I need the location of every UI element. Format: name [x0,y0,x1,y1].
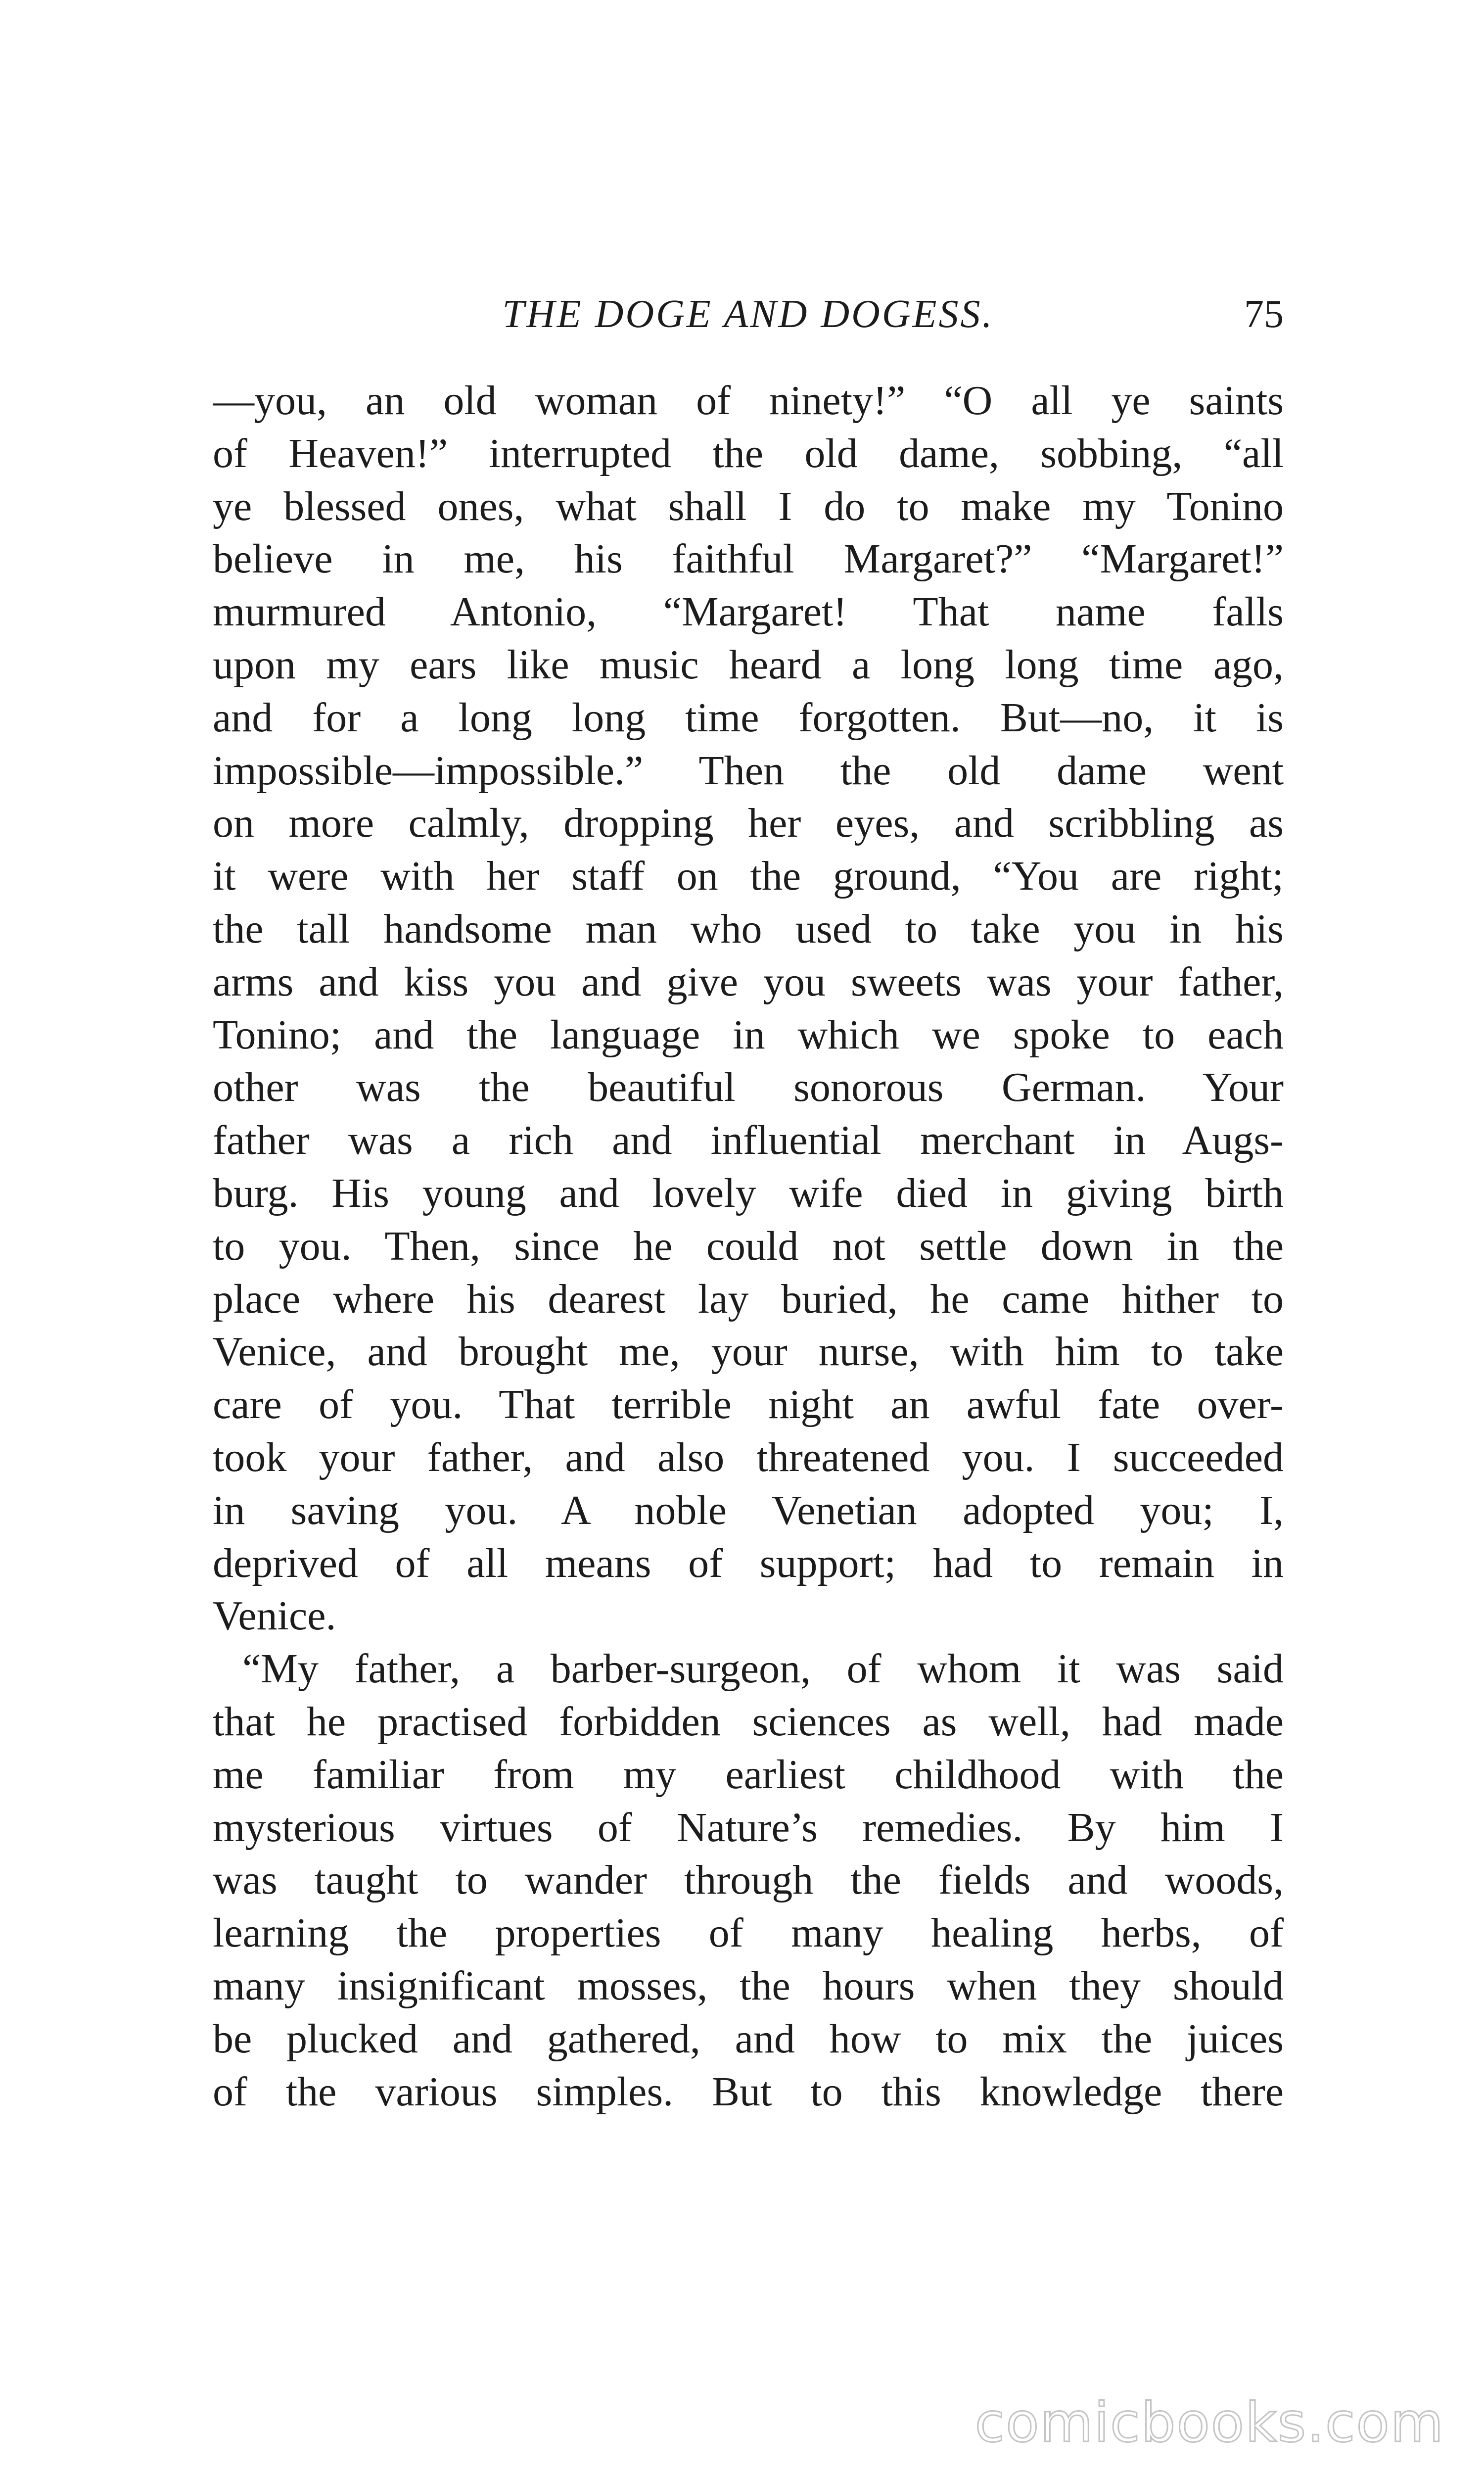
text-line: be plucked and gathered, and how to mix the juices [213,2015,1284,2062]
text-line: took your father, and also threatened you. I succeeded [213,1434,1284,1480]
body-text [213,375,1284,2118]
text-line: Venice, and brought me, your nurse, with him to take [213,1329,1284,1375]
text-line: was taught to wander through the fields and woods, [213,1857,1284,1903]
text-line: the tall handsome man who used to take you in his [213,905,1284,952]
text-line: and for a long long time forgotten. But—no, it is [213,694,1284,741]
site-watermark: comicbooks.com [974,2391,1444,2454]
text-line: deprived of all means of support; had to remain in [213,1540,1284,1586]
text-line: on more calmly, dropping her eyes, and scribbling as [213,800,1284,847]
text-line: impossible—impossible.” Then the old dame went [213,747,1284,794]
text-line: murmured Antonio, “Margaret! That name falls [213,589,1284,635]
text-line: learning the properties of many healing herbs, of [213,1910,1284,1956]
text-line: place where his dearest lay buried, he came hither to [213,1276,1284,1322]
text-line: in saving you. A noble Venetian adopted you; I, [213,1487,1284,1533]
text-line: ye blessed ones, what shall I do to make my Tonino [213,483,1284,529]
text-line: of Heaven!” interrupted the old dame, sobbing, “all [213,430,1284,476]
text-line: to you. Then, since he could not settle down in the [213,1223,1284,1269]
page-number: 75 [1244,292,1284,336]
text-line: that he practised forbidden sciences as well, had made [213,1698,1284,1745]
text-line: care of you. That terrible night an awful fate over- [213,1381,1284,1428]
text-line: Venice. [213,1593,336,1639]
text-line: many insignificant mosses, the hours when they should [213,1962,1284,2009]
text-line: it were with her staff on the ground, “You are right; [213,853,1284,900]
text-line: of the various simples. But to this knowledge there [213,2068,1284,2115]
running-head [213,292,1284,346]
text-line: Tonino; and the language in which we spoke to each [213,1011,1284,1058]
text-line: upon my ears like music heard a long long time ago, [213,641,1284,688]
text-line: me familiar from my earliest childhood with the [213,1751,1284,1798]
running-head-title: THE DOGE AND DOGESS. [502,292,994,336]
text-line: arms and kiss you and give you sweets was your father, [213,958,1284,1005]
text-line: burg. His young and lovely wife died in giving birth [213,1170,1284,1216]
text-line: —you, an old woman of ninety!” “O all ye saints [213,378,1284,424]
text-line: father was a rich and influential merchant in Augs- [213,1117,1284,1164]
text-line: mysterious virtues of Nature’s remedies. By him I [213,1804,1284,1851]
text-line: believe in me, his faithful Margaret?” “Margaret!” [213,536,1284,582]
text-line: other was the beautiful sonorous German. Your [213,1064,1284,1111]
text-line: “My father, a barber-surgeon, of whom it was said [242,1646,1284,1692]
